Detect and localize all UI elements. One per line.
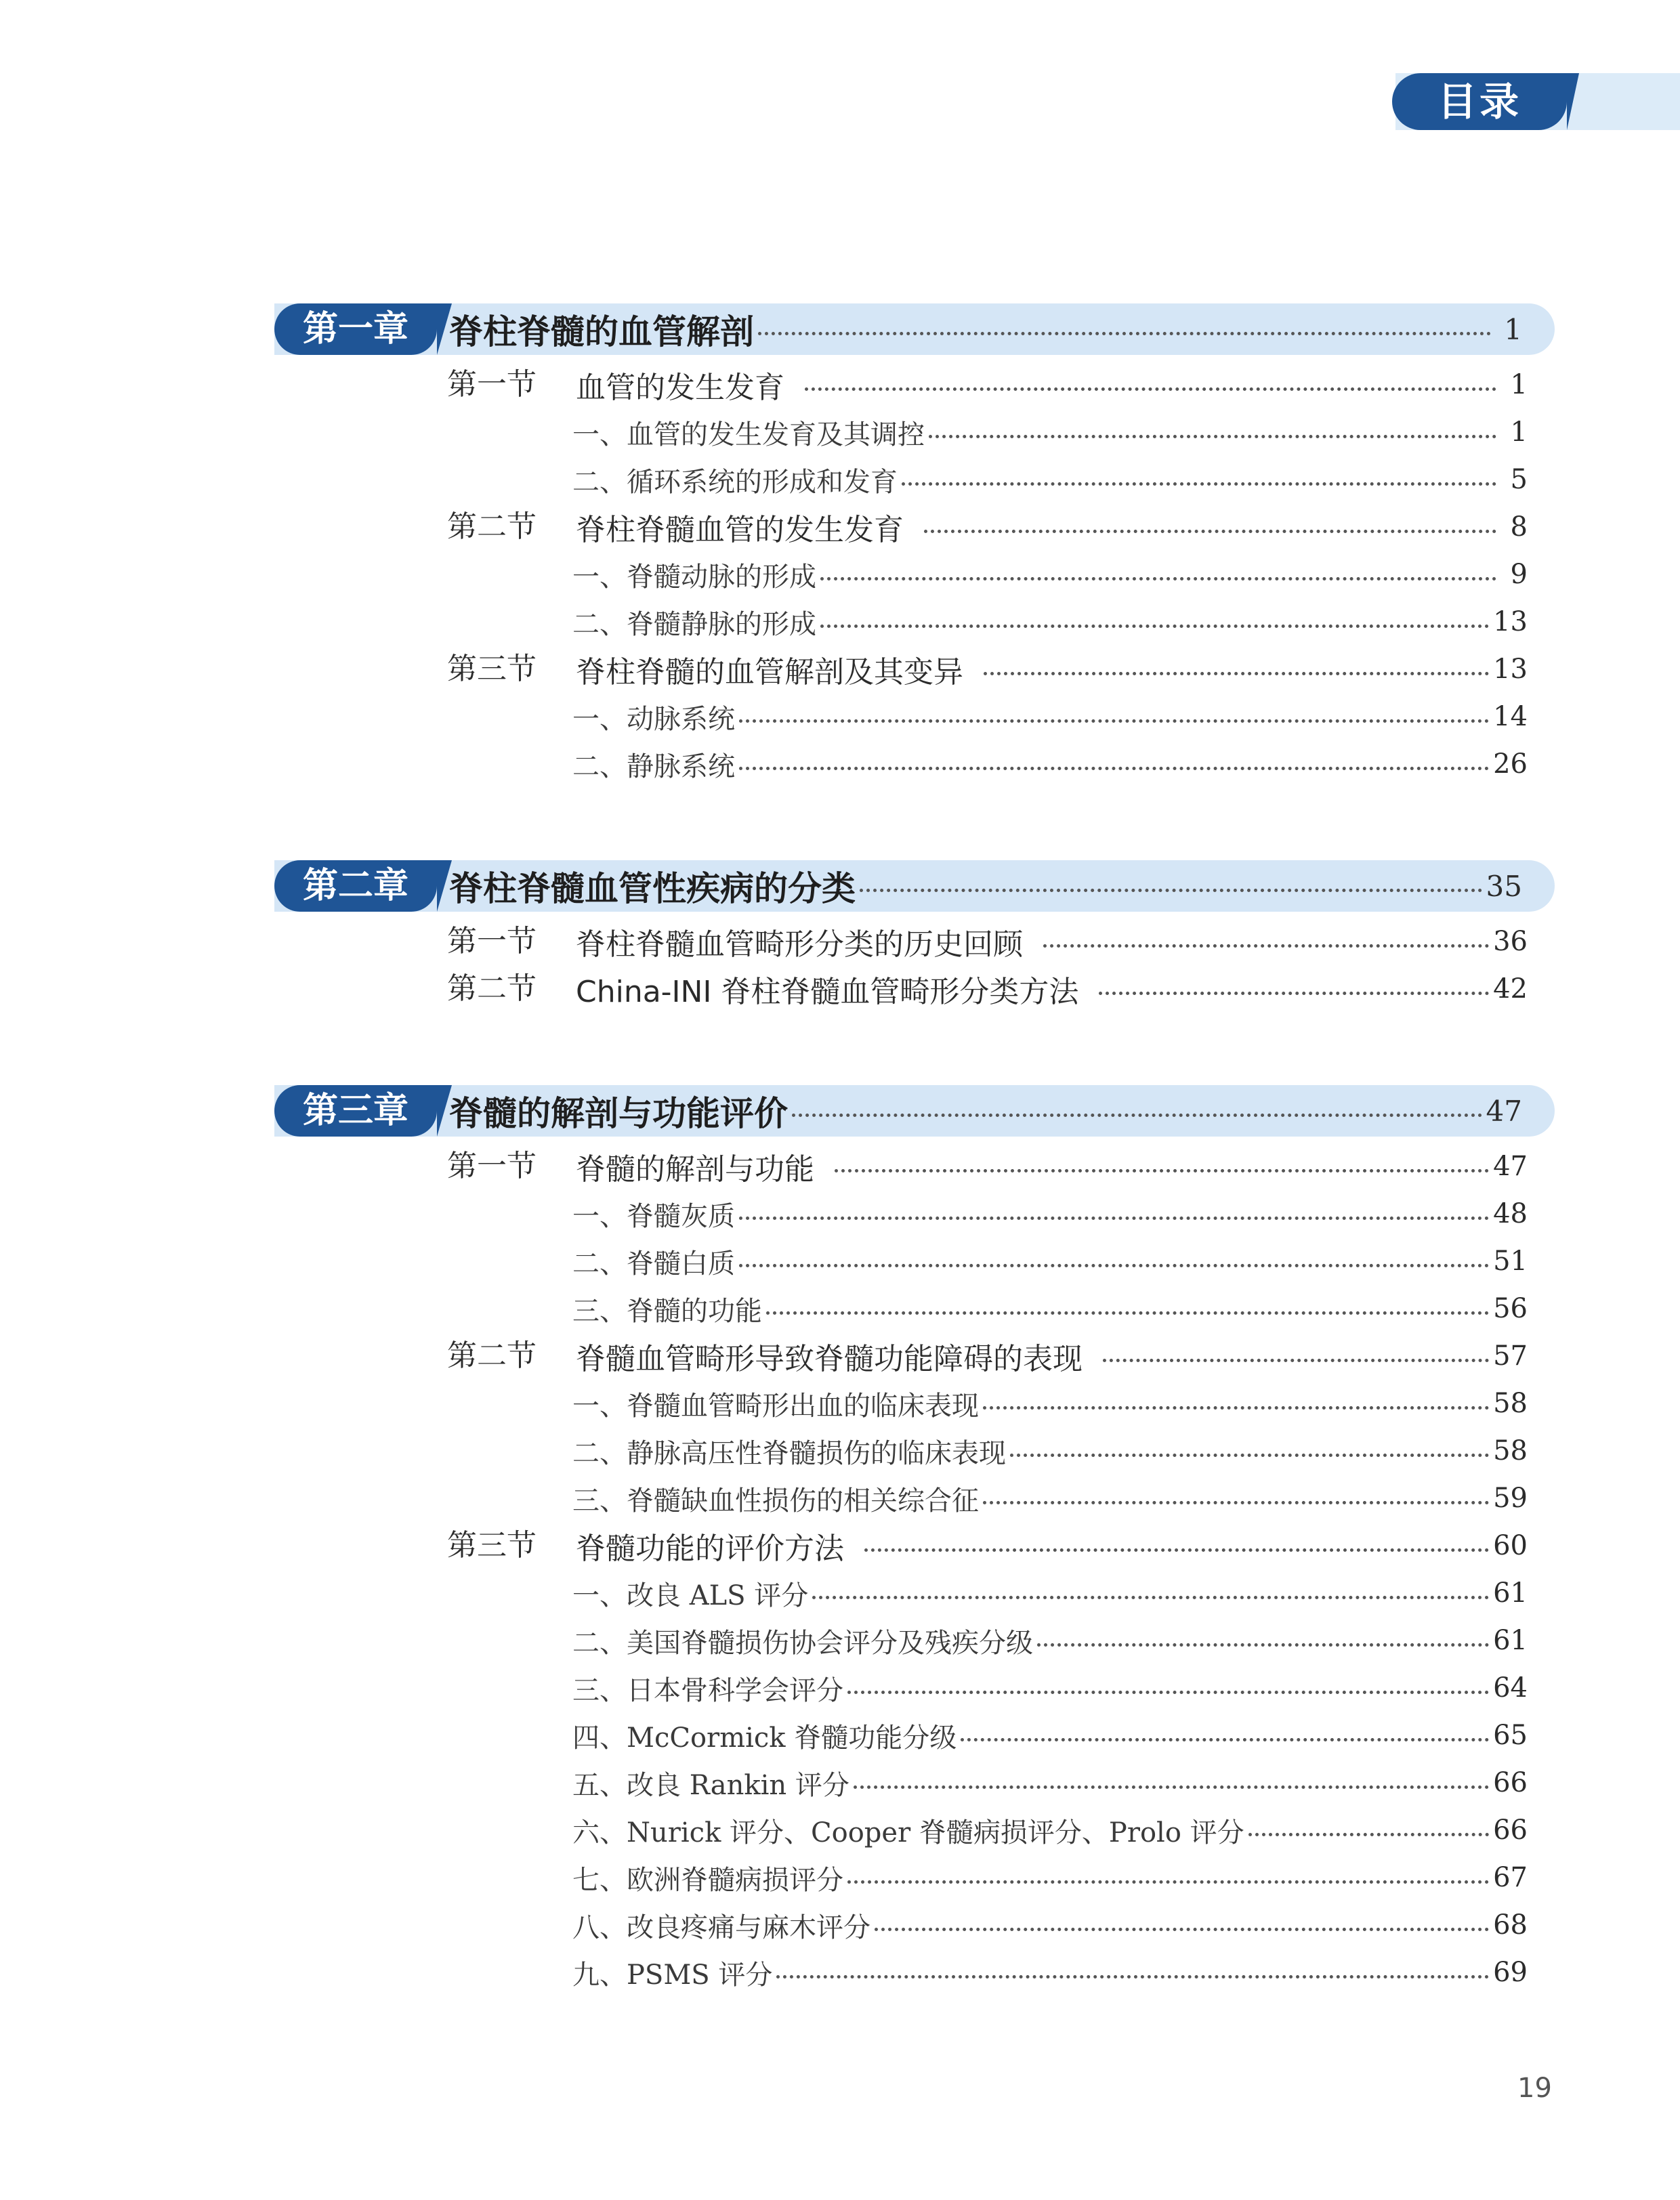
item-title: 二、美国脊髓损伤协会评分及残疾分级: [572, 1627, 1033, 1659]
section-title: 脊柱脊髓血管的发生发育: [576, 513, 904, 547]
section-title: 脊柱脊髓血管畸形分类的历史回顾: [576, 927, 1023, 962]
item-entry: [572, 1762, 1528, 1803]
section-entry: [576, 1146, 1528, 1187]
item-title: 二、静脉系统: [572, 750, 735, 782]
item-page-number: 48: [1493, 1198, 1528, 1229]
item-entry: [572, 1952, 1528, 1993]
item-title: 六、Nurick 评分、Cooper 脊髓病损评分、Prolo 评分: [572, 1817, 1244, 1848]
dot-leader: [875, 1928, 1489, 1931]
item-page-number: 67: [1493, 1862, 1528, 1893]
chapter-label: 第二章: [274, 860, 437, 912]
item-page-number: 64: [1493, 1672, 1528, 1704]
section-entry: [576, 364, 1528, 405]
item-title: 一、动脉系统: [572, 703, 735, 735]
dot-leader: [984, 672, 1489, 675]
dot-leader: [835, 1169, 1489, 1172]
dot-leader: [792, 1114, 1482, 1117]
dot-leader: [758, 332, 1491, 335]
section-page-number: 57: [1493, 1340, 1528, 1372]
section-page-number: 1: [1510, 369, 1528, 400]
section-label: 第一节: [447, 367, 537, 402]
dot-leader: [1099, 992, 1489, 995]
chapter-label: 第三章: [274, 1085, 437, 1137]
item-entry: [572, 1288, 1528, 1329]
dot-leader: [776, 1975, 1489, 1979]
item-title: 二、脊髓白质: [572, 1248, 735, 1279]
item-page-number: 68: [1493, 1909, 1528, 1941]
item-page-number: 5: [1510, 464, 1528, 495]
chapter-row: [449, 303, 1522, 355]
dot-leader: [766, 1311, 1489, 1315]
section-label: 第一节: [447, 924, 537, 958]
item-entry: [572, 1431, 1528, 1471]
item-entry: [572, 1383, 1528, 1424]
dot-leader: [924, 530, 1496, 533]
dot-leader: [739, 1217, 1489, 1220]
section-page-number: 47: [1493, 1151, 1528, 1182]
dot-leader: [820, 625, 1489, 628]
item-page-number: 58: [1493, 1388, 1528, 1419]
item-entry: [572, 1668, 1528, 1708]
dot-leader: [1043, 944, 1489, 948]
chapter-page-number: 1: [1504, 312, 1522, 346]
dot-leader: [847, 1691, 1489, 1694]
section-entry: [576, 1336, 1528, 1376]
section-label: 第二节: [447, 971, 537, 1006]
section-label: 第三节: [447, 1528, 537, 1563]
chapter-title: 脊柱脊髓的血管解剖: [449, 312, 754, 352]
item-entry: [572, 1905, 1528, 1945]
chapter-row: [449, 1085, 1522, 1137]
item-title: 三、日本骨科学会评分: [572, 1674, 843, 1706]
toc-header-title: 目录: [1392, 73, 1567, 130]
chapter-page-number: 35: [1486, 869, 1522, 903]
dot-leader: [1248, 1833, 1489, 1836]
item-entry: [572, 1478, 1528, 1519]
item-title: 一、血管的发生发育及其调控: [572, 419, 925, 450]
item-page-number: 59: [1493, 1483, 1528, 1514]
item-page-number: 14: [1493, 701, 1528, 732]
item-title: 八、改良疼痛与麻木评分: [572, 1911, 870, 1943]
dot-leader: [805, 387, 1496, 391]
section-page-number: 13: [1493, 654, 1528, 685]
section-label: 第一节: [447, 1149, 537, 1183]
section-label: 第三节: [447, 652, 537, 686]
dot-leader: [929, 435, 1496, 438]
item-page-number: 66: [1493, 1767, 1528, 1798]
dot-leader: [1037, 1643, 1489, 1647]
section-label: 第二节: [447, 1338, 537, 1373]
item-entry: [572, 1715, 1528, 1756]
item-title: 一、脊髓动脉的形成: [572, 561, 816, 593]
item-entry: [572, 1620, 1528, 1661]
item-page-number: 61: [1493, 1578, 1528, 1609]
chapter-label: 第一章: [274, 303, 437, 355]
section-page-number: 60: [1493, 1530, 1528, 1561]
item-title: 二、静脉高压性脊髓损伤的临床表现: [572, 1437, 1006, 1469]
item-entry: [572, 1241, 1528, 1282]
dot-leader: [983, 1501, 1489, 1504]
section-page-number: 8: [1510, 511, 1528, 543]
section-title: 血管的发生发育: [576, 371, 784, 405]
section-entry: [576, 969, 1528, 1009]
item-page-number: 26: [1493, 748, 1528, 780]
section-entry: [576, 649, 1528, 690]
item-page-number: 61: [1493, 1625, 1528, 1656]
chapter-heading: [274, 303, 1555, 355]
item-title: 三、脊髓缺血性损伤的相关综合征: [572, 1485, 979, 1517]
dot-leader: [739, 767, 1489, 770]
dot-leader: [812, 1596, 1489, 1599]
item-entry: [572, 554, 1528, 595]
dot-leader: [1010, 1454, 1489, 1457]
item-entry: [572, 459, 1528, 500]
item-page-number: 13: [1493, 606, 1528, 637]
dot-leader: [1103, 1359, 1489, 1362]
item-entry: [572, 1573, 1528, 1613]
item-page-number: 58: [1493, 1435, 1528, 1466]
section-title: 脊柱脊髓的血管解剖及其变异: [576, 655, 963, 690]
chapter-title: 脊髓的解剖与功能评价: [449, 1094, 788, 1133]
dot-leader: [983, 1406, 1489, 1410]
section-entry: [576, 921, 1528, 962]
section-entry: [576, 507, 1528, 547]
chapter-page-number: 47: [1486, 1094, 1522, 1128]
section-title: China-INI 脊柱脊髓血管畸形分类方法: [576, 975, 1079, 1009]
item-title: 四、McCormick 脊髓功能分级: [572, 1722, 957, 1754]
item-title: 一、改良 ALS 评分: [572, 1580, 809, 1611]
item-title: 七、欧洲脊髓病损评分: [572, 1864, 843, 1896]
item-title: 九、PSMS 评分: [572, 1959, 773, 1991]
item-entry: [572, 744, 1528, 784]
item-page-number: 66: [1493, 1815, 1528, 1846]
dot-leader: [854, 1785, 1489, 1789]
dot-leader: [739, 719, 1489, 723]
item-page-number: 69: [1493, 1957, 1528, 1988]
page-number: 19: [1517, 2073, 1552, 2104]
section-label: 第二节: [447, 509, 537, 544]
item-entry: [572, 1193, 1528, 1234]
section-page-number: 36: [1493, 926, 1528, 957]
dot-leader: [864, 1548, 1489, 1552]
item-page-number: 56: [1493, 1293, 1528, 1324]
item-entry: [572, 601, 1528, 642]
dot-leader: [902, 482, 1496, 486]
item-entry: [572, 1857, 1528, 1898]
item-page-number: 65: [1493, 1720, 1528, 1751]
item-title: 一、脊髓灰质: [572, 1200, 735, 1232]
section-title: 脊髓功能的评价方法: [576, 1531, 844, 1566]
chapter-heading: [274, 860, 1555, 912]
item-title: 二、循环系统的形成和发育: [572, 466, 898, 498]
item-title: 二、脊髓静脉的形成: [572, 608, 816, 640]
dot-leader: [739, 1264, 1489, 1267]
dot-leader: [961, 1738, 1489, 1741]
item-entry: [572, 696, 1528, 737]
dot-leader: [860, 889, 1482, 892]
chapter-title: 脊柱脊髓血管性疾病的分类: [449, 869, 856, 908]
dot-leader: [820, 577, 1496, 580]
chapter-heading: [274, 1085, 1555, 1137]
item-page-number: 9: [1510, 559, 1528, 590]
item-entry: [572, 412, 1528, 452]
section-title: 脊髓的解剖与功能: [576, 1152, 814, 1187]
dot-leader: [847, 1880, 1489, 1884]
section-title: 脊髓血管畸形导致脊髓功能障碍的表现: [576, 1342, 1083, 1376]
item-title: 三、脊髓的功能: [572, 1295, 762, 1327]
section-entry: [576, 1525, 1528, 1566]
section-page-number: 42: [1493, 973, 1528, 1004]
item-title: 五、改良 Rankin 评分: [572, 1769, 849, 1801]
chapter-row: [449, 860, 1522, 912]
item-page-number: 1: [1510, 417, 1528, 448]
item-entry: [572, 1810, 1528, 1850]
item-title: 一、脊髓血管畸形出血的临床表现: [572, 1390, 979, 1422]
item-page-number: 51: [1493, 1246, 1528, 1277]
